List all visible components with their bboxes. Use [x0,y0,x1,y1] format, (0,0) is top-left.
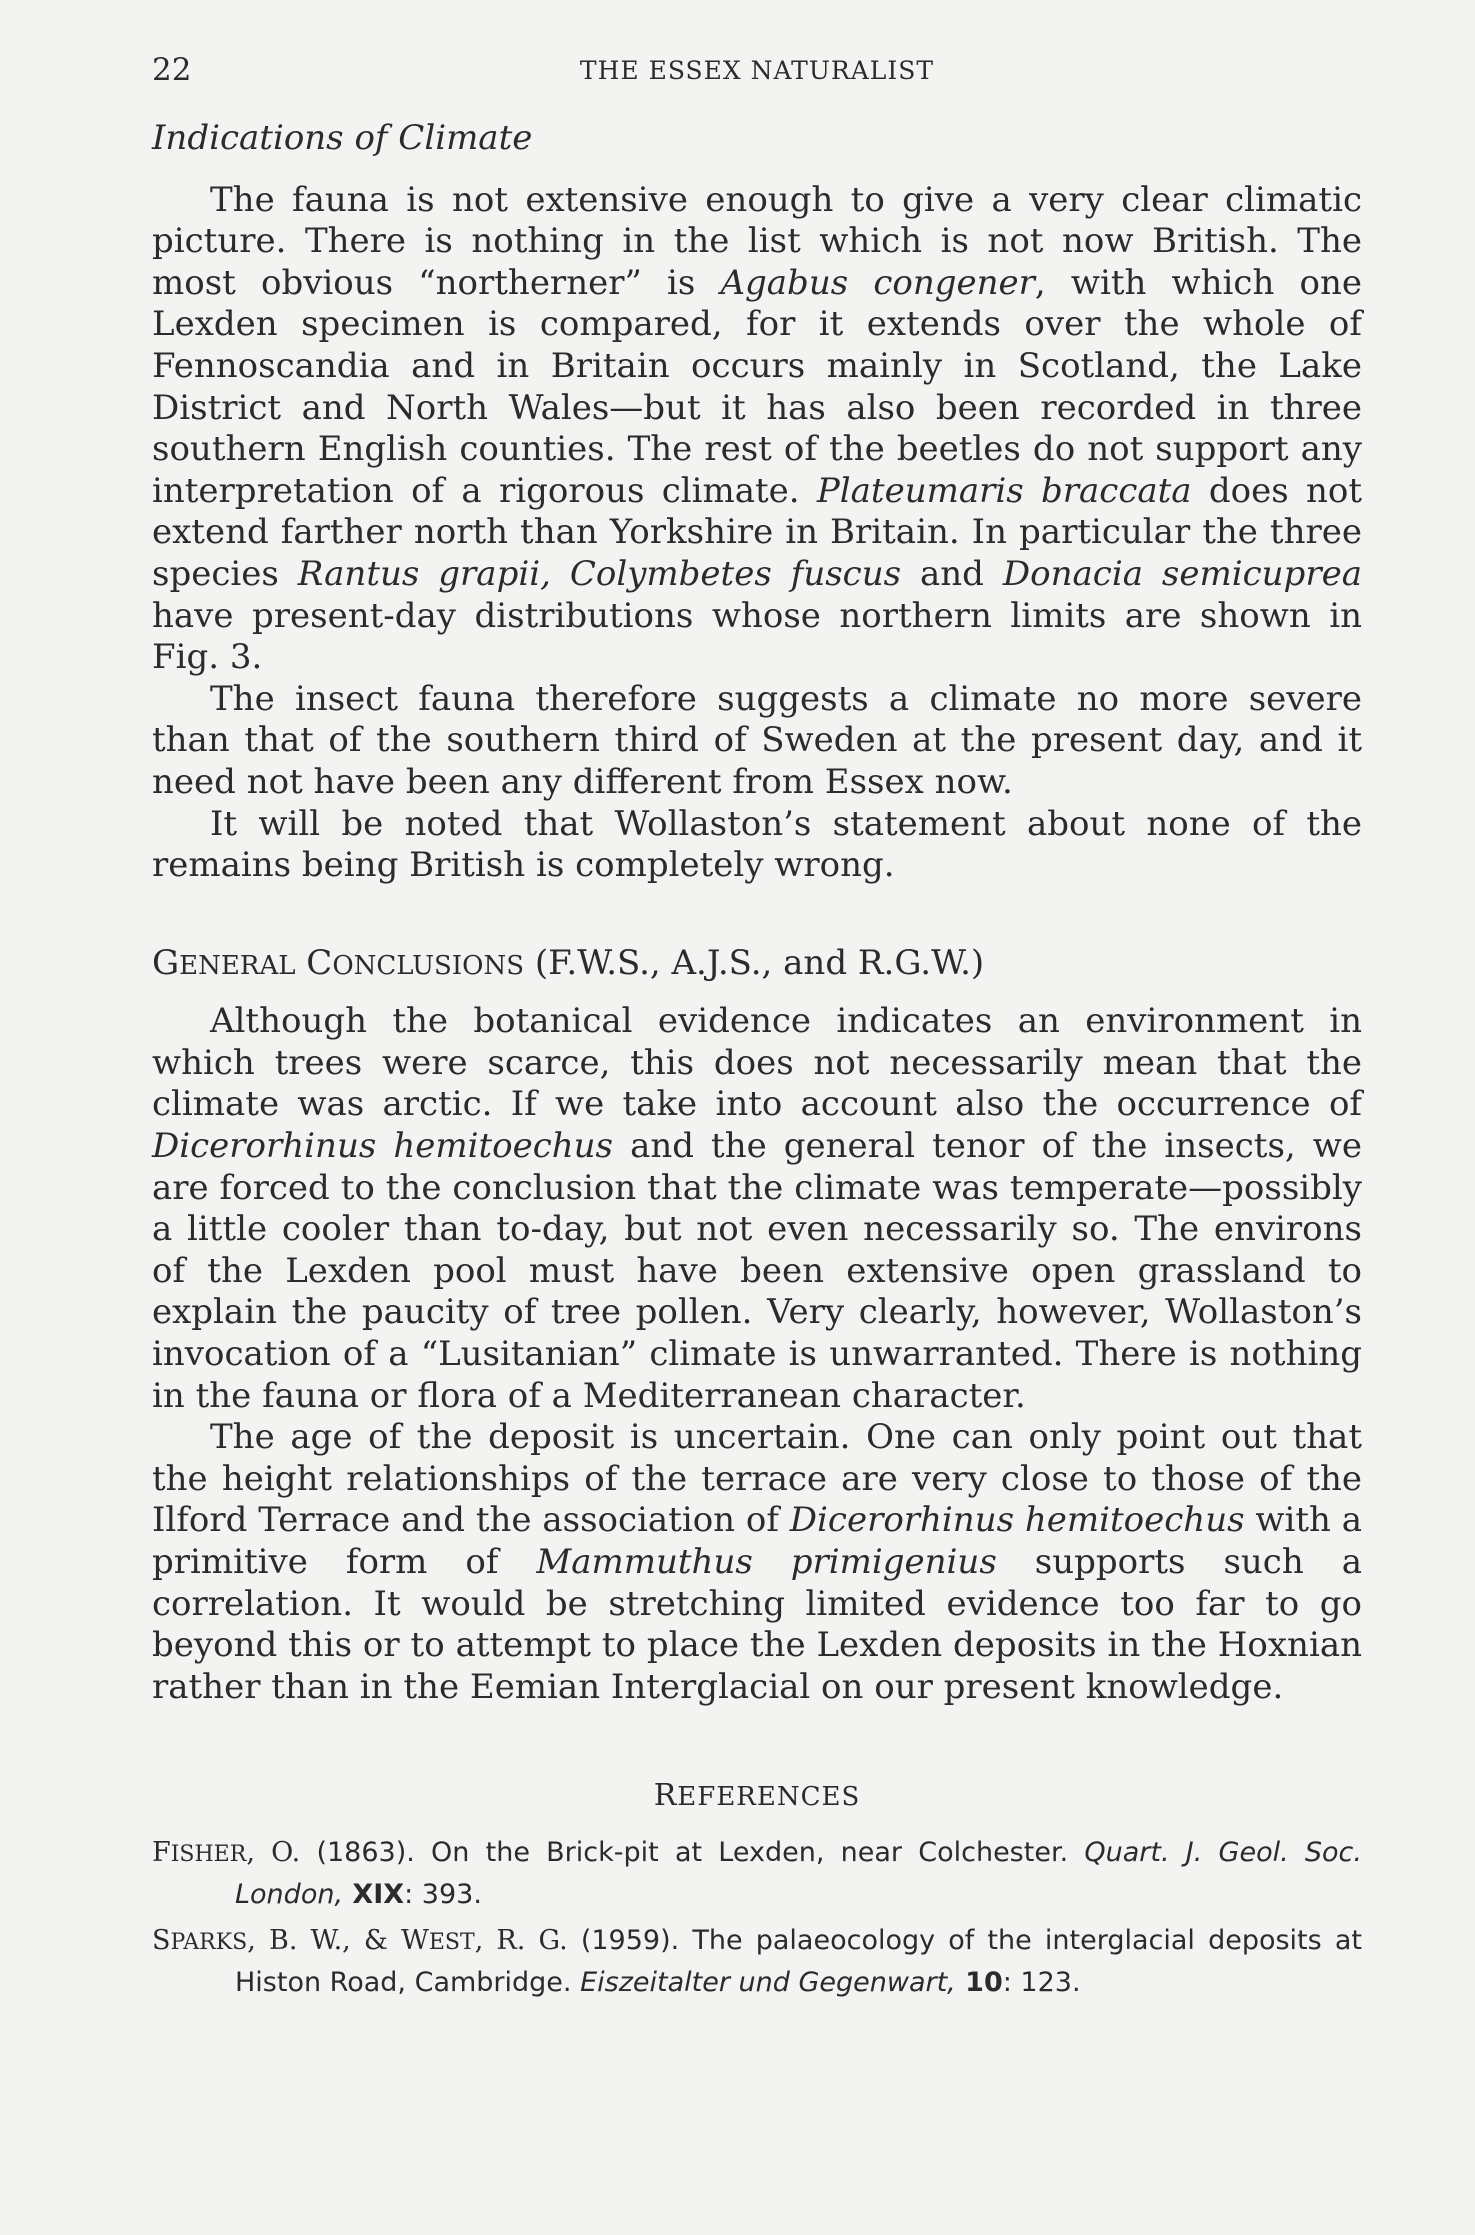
text-run: have present-day distributions whose northern limits are shown in Fig. 3. [152,595,1362,678]
species-name: Dicerorhinus hemitoechus [789,1500,1245,1541]
conclusions-paragraph-2 [152,1417,1362,1708]
text-run: and [901,553,1003,594]
species-name: Dicerorhinus hemitoechus [152,1126,614,1167]
text-run: , with which one Lexden specimen is compared, for it extends over the whole of Fennoscandia and in Britain occurs mainly in Scotland, the Lake District and North Wales—but it has also been recorded in three southern English counties. The rest of the beetles do not support any interpretation of a rigorous climate. [152,262,1362,511]
page-header [152,52,1362,92]
reference-author [152,1837,300,1868]
references-heading [152,1778,1362,1813]
article-body [152,118,1362,2009]
page-number: 22 [152,52,192,88]
author-smallcaps: PARKS [170,1930,248,1956]
author-initials: , R. G. [474,1925,568,1957]
text-run: The age of the deposit is uncertain. One can only point out that the height relationships of the terrace are very close to those of the Ilford Terrace and the association of [152,1417,1362,1541]
smallcap-rest: EFERENCES [677,1782,861,1813]
reference-pages: : 393. [404,1879,482,1911]
text-run: with a primitive form of [152,1500,1362,1582]
author-smallcaps: EST [428,1930,475,1956]
smallcap-rest: ENERAL [179,950,296,981]
smallcap-initial: C [295,942,333,983]
reference-text: (1959). The palaeocology of the interglacial deposits at Histon Road, Cambridge. [235,1925,1362,1999]
author-initials: , B. W., & W [247,1925,429,1957]
heading-authors: (F.W.S., A.J.S., and R.G.W.) [524,942,985,983]
smallcap-rest: ONCLUSIONS [332,950,525,981]
species-name: Mammuthus primigenius [536,1542,997,1582]
author-initial: F [152,1837,171,1869]
reference-text: (1863). On the Brick-pit at Lexden, near Colchester. [300,1837,1085,1869]
climate-paragraph-2: The insect fauna therefore suggests a climate no more severe than that of the southern third of Sweden at the present day, and it need not have been any different from Essex now. [152,678,1362,802]
text-run: and the general tenor of the insects, we are forced to the conclusion that the climate was temperate—possibly a little cooler than to-day, but not even necessarily so. The environs of the Lexden pool must have been extensive open grassland to explain the paucity of tree pollen. Very clearly, however, Wollaston’s invocation of a “Lusitanian” climate is unwarranted. There is nothing in the fauna or flora of a Mediterranean character. [152,1126,1362,1416]
climate-heading: Indications of Climate [152,118,533,158]
reference-item [152,1921,1362,2003]
conclusions-paragraph-1 [152,1001,1362,1417]
species-name: Donacia semicuprea [1002,553,1362,594]
species-name: Rantus grapii, Colymbetes fuscus [297,553,902,594]
author-smallcaps: ISHER [170,1842,247,1868]
text-run: The fauna is not extensive enough to give a very clear climatic picture. There is nothing in the list which is not now British. The most obvious “northerner” is [152,179,1362,303]
reference-item [152,1833,1362,1915]
smallcap-initial: R [653,1778,678,1814]
smallcap-initial: G [152,942,180,983]
reference-author [152,1925,568,1956]
species-name: Agabus congener [720,262,1035,303]
text-run: supports such a correlation. It would be stretching limited evidence too far to go beyond this or to attempt to place the Lexden deposits in the Hoxnian rather than in the Eemian Interglacial on our present knowledge. [152,1542,1362,1707]
reference-journal: Eiszeitalter und Gegenwart, [580,1967,956,1999]
reference-volume: 10 [955,1967,1003,1999]
text-run: does not extend farther north than Yorkshire in Britain. In particular the three species [152,470,1362,594]
reference-volume: XIX [343,1879,405,1911]
text-run: Although the botanical evidence indicates an environment in which trees were scarce, this does not necessarily mean that the climate was arctic. If we take into account also the occurrence of [152,1001,1362,1125]
climate-paragraph-3: It will be noted that Wollaston’s statement about none of the remains being British is completely wrong. [152,803,1362,886]
running-title: THE ESSEX NATURALIST [579,56,935,85]
climate-paragraph-1 [152,180,1362,679]
author-initial: S [152,1925,171,1957]
reference-pages: : 123. [1002,1967,1081,1999]
species-name: Plateumaris braccata [816,470,1192,511]
conclusions-heading [152,943,1362,988]
author-initials: , O. [246,1837,301,1869]
reference-journal: Quart. J. Geol. Soc. London, [235,1837,1362,1911]
